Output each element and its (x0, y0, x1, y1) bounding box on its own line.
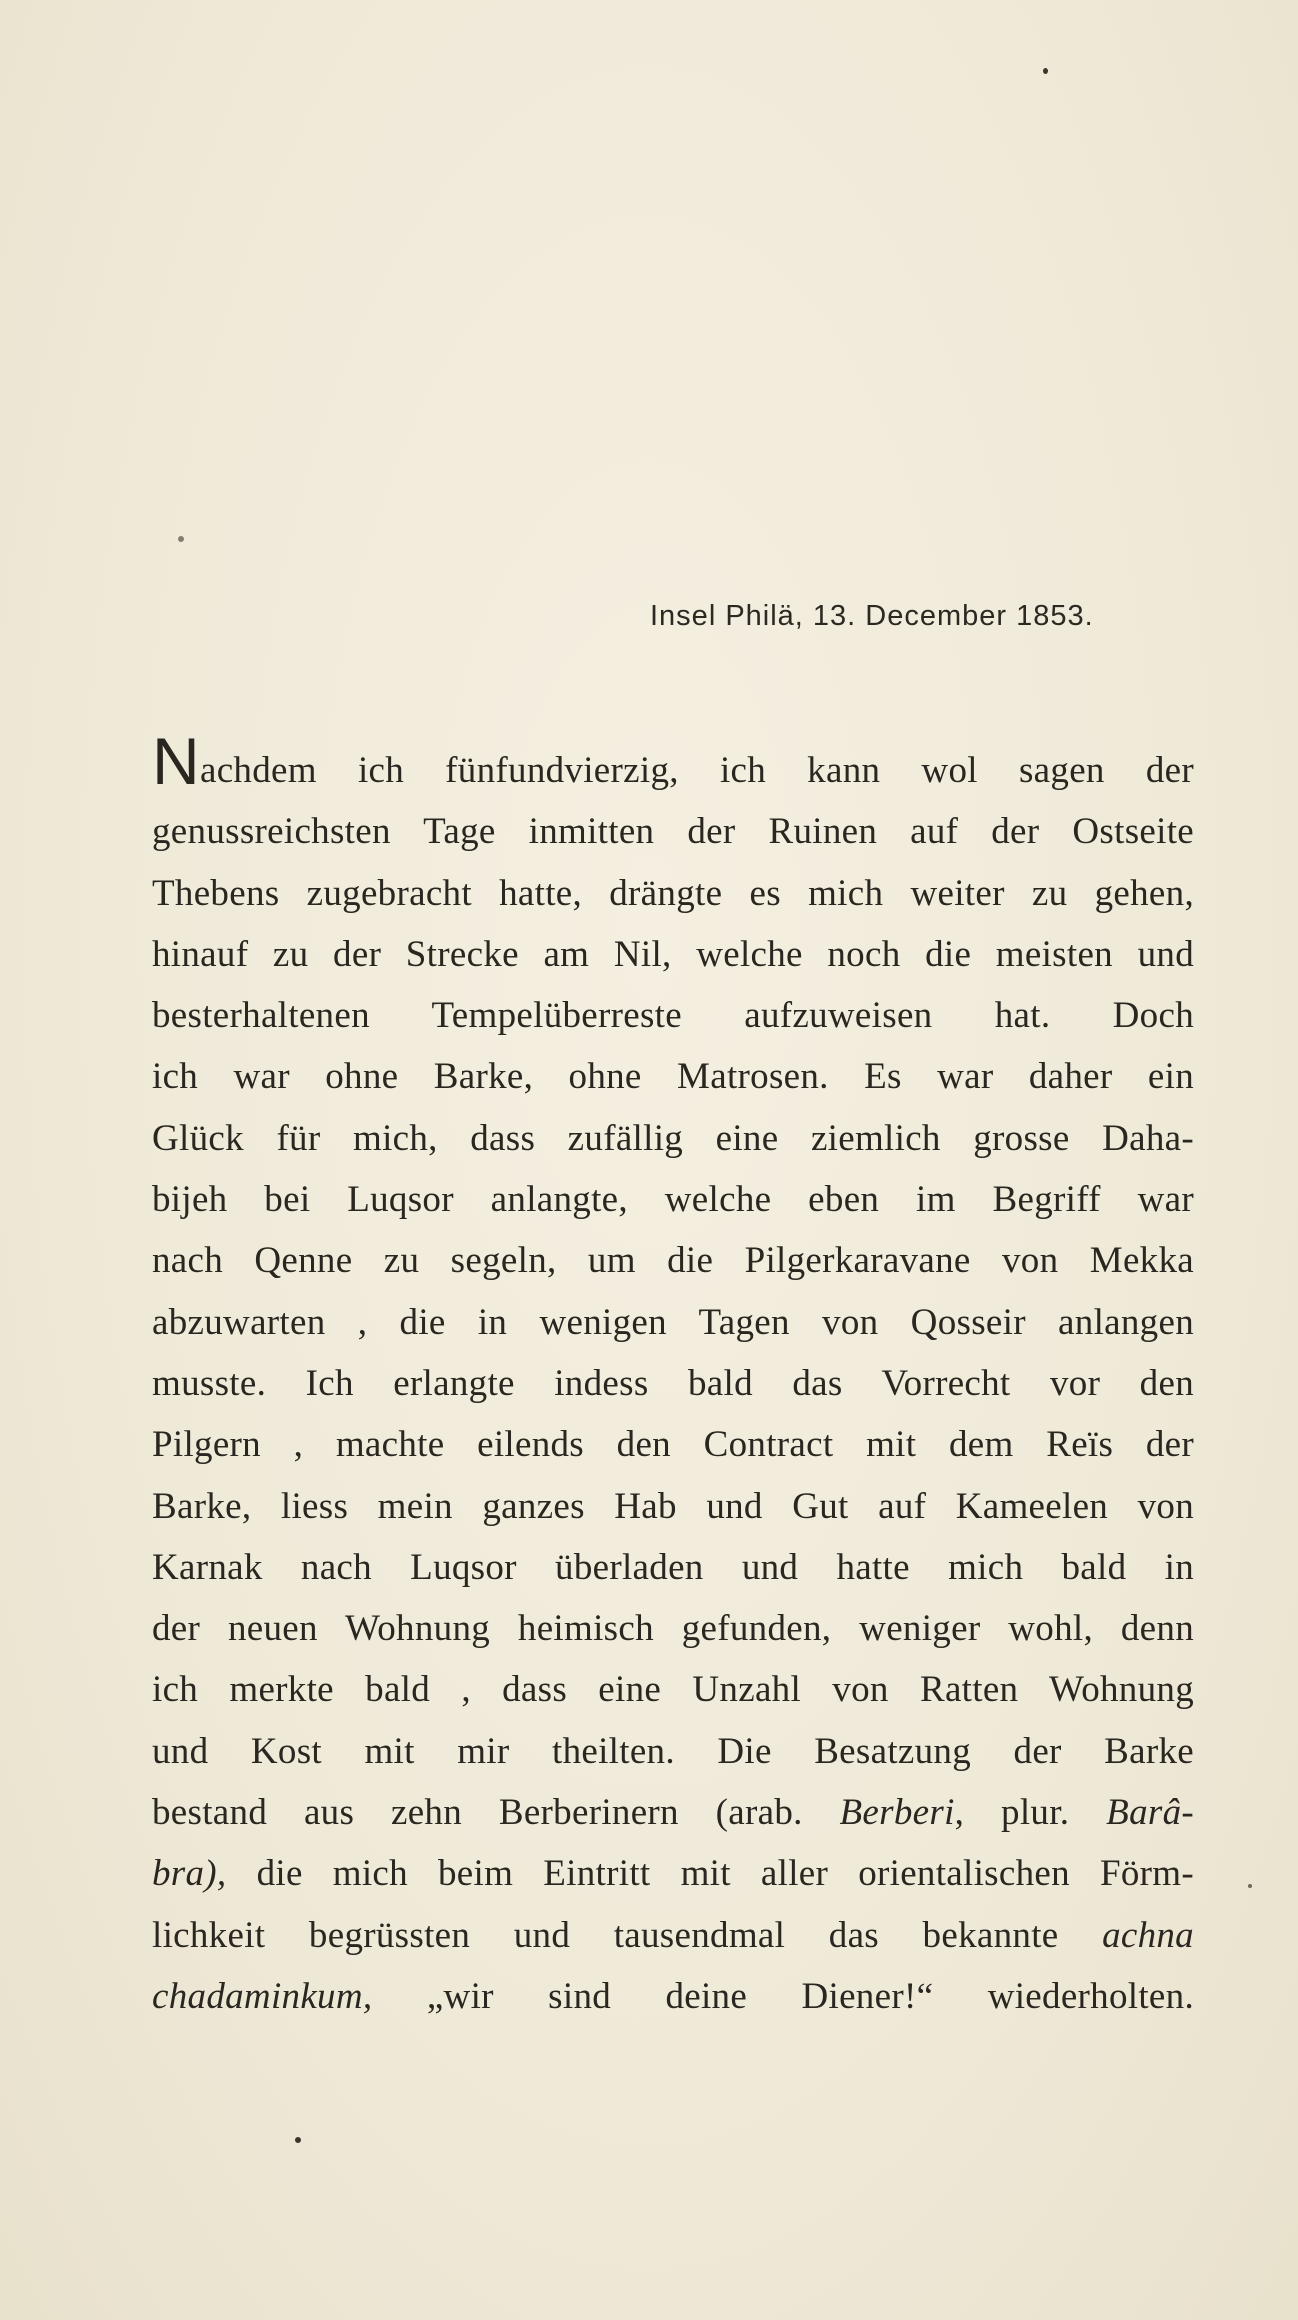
text-line (152, 1169, 1194, 1230)
text-run: lichkeit begrüssten und tausendmal das bekannte (152, 1914, 1103, 1956)
italic-term: Barâ- (1106, 1792, 1194, 1834)
text-line (152, 1046, 1194, 1107)
text-run: nach Qenne zu segeln, um die Pilgerkaravane von Mekka (152, 1240, 1194, 1282)
text-line (152, 1230, 1194, 1291)
text-run: besterhaltenen Tempelüberreste aufzuweisen hat. Doch (152, 995, 1194, 1037)
paper-speck (1043, 68, 1048, 74)
text-line (152, 1782, 1194, 1843)
text-line (152, 985, 1194, 1046)
text-run: musste. Ich erlangte indess bald das Vorrecht vor den (152, 1362, 1194, 1404)
text-line (152, 1108, 1194, 1169)
text-line (152, 1598, 1194, 1659)
text-line (152, 863, 1194, 924)
italic-term: achna (1102, 1914, 1194, 1956)
text-run: Karnak nach Luqsor überladen und hatte mich bald in (152, 1546, 1194, 1588)
text-line (152, 1353, 1194, 1414)
text-line (152, 924, 1194, 985)
italic-term: bra), (152, 1853, 227, 1895)
text-line (152, 724, 1194, 801)
italic-term: chadaminkum, (152, 1975, 373, 2017)
text-run: ich merkte bald , dass eine Unzahl von Ratten Wohnung (152, 1669, 1194, 1711)
text-line (152, 1292, 1194, 1353)
text-run: abzuwarten , die in wenigen Tagen von Qosseir anlangen (152, 1301, 1194, 1343)
main-paragraph (152, 724, 1194, 2027)
text-run: der neuen Wohnung heimisch gefunden, weniger wohl, denn (152, 1608, 1194, 1650)
text-run: achdem ich fünfundvierzig, ich kann wol sagen der (199, 750, 1194, 791)
text-run: ich war ohne Barke, ohne Matrosen. Es war daher ein (152, 1056, 1194, 1098)
text-run: die mich beim Eintritt mit aller orientalischen Förm- (226, 1853, 1194, 1895)
text-run: genussreichsten Tage inmitten der Ruinen auf der Ostseite (152, 811, 1194, 853)
paper-speck (1248, 1884, 1252, 1888)
text-run: Thebens zugebracht hatte, drängte es mich weiter zu gehen, (152, 872, 1194, 914)
text-run: , plur. (954, 1792, 1107, 1834)
text-run: Pilgern , machte eilends den Contract mit dem Reïs der (152, 1424, 1194, 1466)
text-run: und Kost mit mir theilten. Die Besatzung der Barke (152, 1730, 1194, 1772)
text-run: „wir sind deine Diener!“ wiederholten. (372, 1975, 1194, 2017)
dateline: Insel Philä, 13. December 1853. (650, 600, 1094, 632)
text-run: Barke, liess mein ganzes Hab und Gut auf Kameelen von (152, 1485, 1194, 1527)
text-run: Glück für mich, dass zufällig eine ziemlich grosse Daha- (152, 1117, 1194, 1159)
text-run: hinauf zu der Strecke am Nil, welche noch die meisten und (152, 933, 1194, 975)
text-run: bestand aus zehn Berberinern (arab. (152, 1792, 840, 1834)
text-line (152, 1659, 1194, 1720)
text-line (152, 1721, 1194, 1782)
italic-term: Berberi (839, 1792, 955, 1834)
text-line (152, 1966, 1194, 2027)
text-line (152, 1905, 1194, 1966)
text-line (152, 1476, 1194, 1537)
text-run: bijeh bei Luqsor anlangte, welche eben im Begriff war (152, 1179, 1194, 1221)
text-line (152, 1537, 1194, 1598)
drop-cap: N (152, 724, 200, 798)
paper-speck (178, 536, 184, 542)
text-line (152, 1414, 1194, 1475)
text-line (152, 801, 1194, 862)
text-line (152, 1843, 1194, 1904)
paper-speck (295, 2137, 301, 2143)
